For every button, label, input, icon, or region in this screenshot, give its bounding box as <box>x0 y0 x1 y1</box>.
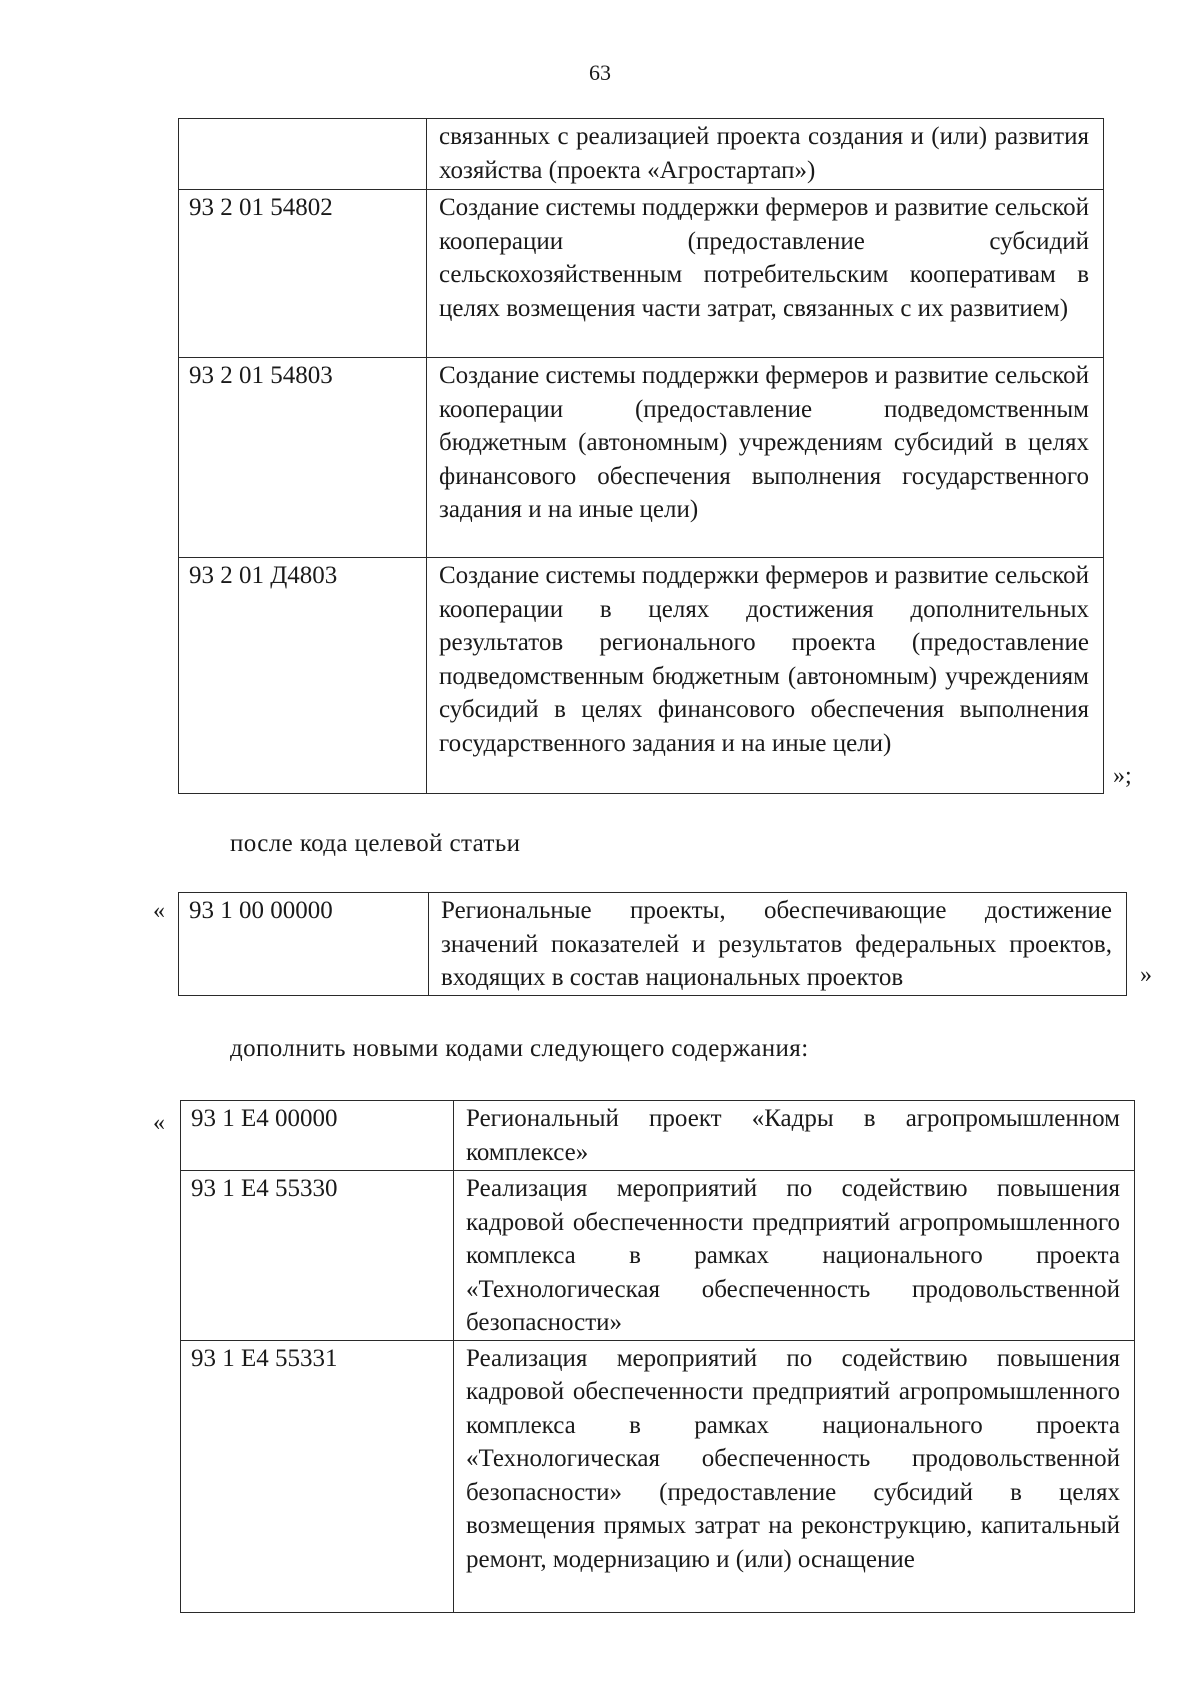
closing-quote: » <box>1140 962 1152 988</box>
table-row <box>179 893 1127 996</box>
description-cell: Реализация мероприятий по содействию повышения кадровой обеспеченности предприятий агропромышленного комплекса в рамках национального проекта «Технологическая обеспеченность продовольственной безопасности» (предоставление субсидий в целях возмещения прямых затрат на реконструкцию, капитальный ремонт, модернизацию и (или) оснащение <box>454 1340 1135 1612</box>
description-cell: Создание системы поддержки фермеров и развитие сельской кооперации (предоставление субсидий сельскохозяйственным потребительским кооперативам в целях возмещения части затрат, связанных с их развитием) <box>427 190 1104 358</box>
code-cell: 93 2 01 54803 <box>179 358 427 558</box>
opening-quote: « <box>153 1110 165 1136</box>
description-cell: Региональные проекты, обеспечивающие достижение значений показателей и результатов федеральных проектов, входящих в состав национальных проектов <box>429 893 1127 996</box>
table-row <box>179 190 1104 358</box>
table-row <box>181 1340 1135 1612</box>
paragraph-after-code: после кода целевой статьи <box>230 830 521 857</box>
table-row <box>179 558 1104 794</box>
code-cell: 93 1 E4 55330 <box>181 1171 454 1341</box>
table-row <box>179 358 1104 558</box>
code-cell: 93 1 E4 55331 <box>181 1340 454 1612</box>
page-number: 63 <box>589 60 611 85</box>
table-row <box>181 1171 1135 1341</box>
description-cell: Реализация мероприятий по содействию повышения кадровой обеспеченности предприятий агропромышленного комплекса в рамках национального проекта «Технологическая обеспеченность продовольственной безопасности» <box>454 1171 1135 1341</box>
code-cell: 93 1 00 00000 <box>179 893 429 996</box>
opening-quote: « <box>153 898 165 924</box>
description-cell: Региональный проект «Кадры в агропромышленном комплексе» <box>454 1101 1135 1171</box>
code-cell <box>179 119 427 190</box>
table-row <box>181 1101 1135 1171</box>
closing-quote: »; <box>1113 763 1132 789</box>
paragraph-add-codes: дополнить новыми кодами следующего содержания: <box>230 1035 809 1062</box>
table-row <box>179 119 1104 190</box>
description-cell: Создание системы поддержки фермеров и развитие сельской кооперации в целях достижения дополнительных результатов регионального проекта (предоставление подведомственным бюджетным (автономным) учреждениям субсидий в целях финансового обеспечения выполнения государственного задания и на иные цели) <box>427 558 1104 794</box>
codes-table-2 <box>178 892 1127 996</box>
codes-table-1 <box>178 118 1104 794</box>
description-cell: Создание системы поддержки фермеров и развитие сельской кооперации (предоставление подведомственным бюджетным (автономным) учреждениям субсидий в целях финансового обеспечения выполнения государственного задания и на иные цели) <box>427 358 1104 558</box>
codes-table-3 <box>180 1100 1135 1613</box>
code-cell: 93 1 E4 00000 <box>181 1101 454 1171</box>
description-cell: связанных с реализацией проекта создания и (или) развития хозяйства (проекта «Агростартап») <box>427 119 1104 190</box>
code-cell: 93 2 01 Д4803 <box>179 558 427 794</box>
code-cell: 93 2 01 54802 <box>179 190 427 358</box>
